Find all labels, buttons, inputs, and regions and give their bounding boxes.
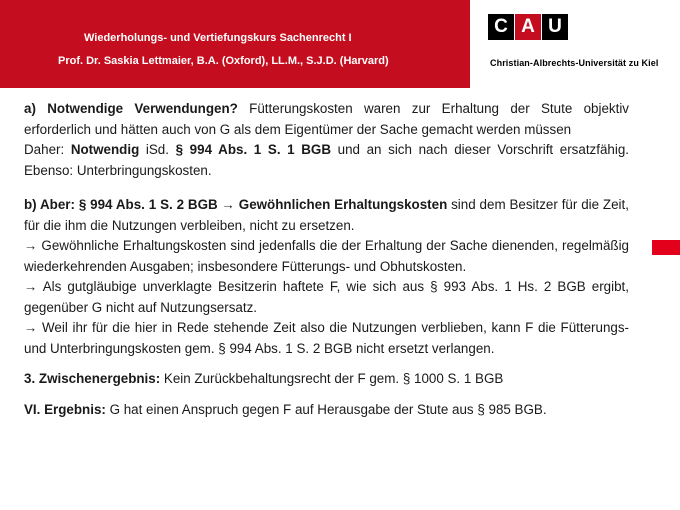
- lecturer-line: Prof. Dr. Saskia Lettmaier, B.A. (Oxford), LL.M., S.J.D. (Harvard): [58, 55, 389, 67]
- logo-letter-c: C: [488, 14, 514, 40]
- logo-letter-a: A: [515, 14, 541, 40]
- paragraph-b2: → Gewöhnliche Erhaltungskosten sind jedenfalls die der Erhaltung der Sache dienenden, regelmäßig wiederkehrenden Ausgaben; insbesondere Fütterungs- und Obhutskosten.: [24, 238, 629, 274]
- side-marker: [652, 240, 680, 255]
- heading-b: b) Aber: § 994 Abs. 1 S. 2 BGB → Gewöhnlichen Erhaltungskosten: [24, 197, 448, 212]
- paragraph-c: 3. Zwischenergebnis: Kein Zurückbehaltungsrecht der F gem. § 1000 S. 1 BGB: [24, 371, 504, 386]
- paragraph-a1: a) Notwendige Verwendungen? Fütterungskosten waren zur Erhaltung der Stute objektiv erforderlich und hätten auch von G als dem Eigentümer der Sache gemacht werden müssen: [24, 101, 629, 137]
- slide-header: [0, 0, 680, 88]
- logo-letter-u: U: [542, 14, 568, 40]
- paragraph-b4: → Weil ihr für die hier in Rede stehende Zeit also die Nutzungen verblieben, kann F die Fütterungs- und Unterbringungskosten gem. § 994 Abs. 1 S. 2 BGB nicht ersetzt verlangen.: [24, 320, 629, 356]
- paragraph-a2: Daher: Notwendig iSd. § 994 Abs. 1 S. 1 BGB und an sich nach dieser Vorschrift ersatzfähig. Ebenso: Unterbringungskosten.: [24, 142, 629, 178]
- heading-d: VI. Ergebnis:: [24, 401, 106, 417]
- cau-logo: [488, 14, 569, 40]
- paragraph-d: VI. Ergebnis: G hat einen Anspruch gegen F auf Herausgabe der Stute aus § 985 BGB.: [24, 401, 547, 417]
- logo-university-name: Christian-Albrechts-Universität zu Kiel: [490, 58, 659, 68]
- course-title: Wiederholungs- und Vertiefungskurs Sachenrecht I: [84, 32, 352, 44]
- header-band: [0, 0, 470, 88]
- slide-content: [24, 99, 629, 420]
- paragraph-b1: b) Aber: § 994 Abs. 1 S. 2 BGB → Gewöhnlichen Erhaltungskosten sind dem Besitzer für die Zeit, für die ihm die Nutzungen verbleiben, nicht zu ersetzen.: [24, 197, 629, 233]
- paragraph-b3: → Als gutgläubige unverklagte Besitzerin haftete F, wie sich aus § 993 Abs. 1 Hs. 2 BGB ergibt, gegenüber G nicht auf Nutzungsersatz.: [24, 279, 629, 315]
- heading-a: a) Notwendige Verwendungen?: [24, 101, 238, 116]
- heading-c: 3. Zwischenergebnis:: [24, 371, 161, 386]
